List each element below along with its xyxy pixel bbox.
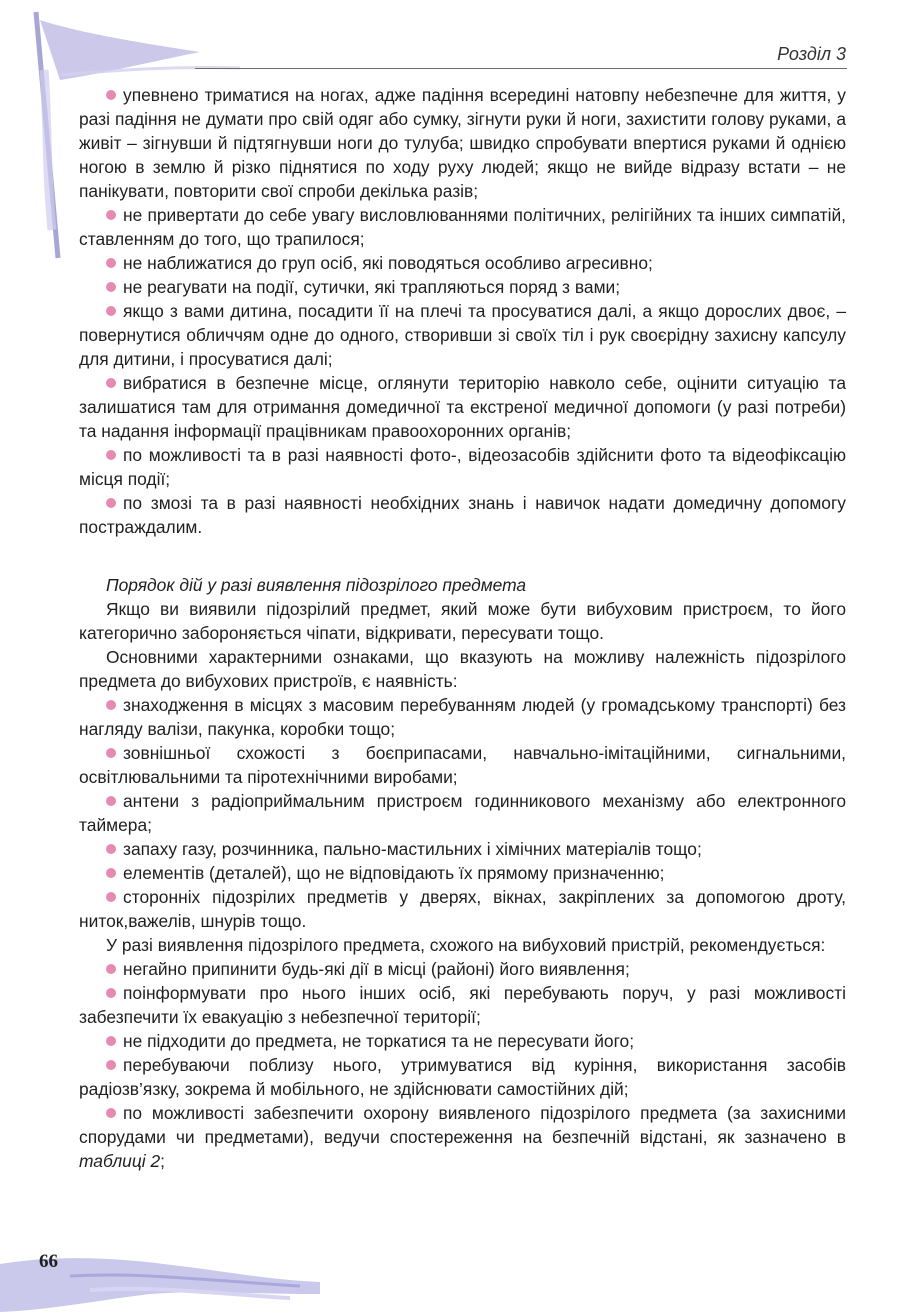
bullet-text: якщо з вами дитина, посадити її на плечі та просуватися далі, а якщо дорослих двоє, – повернутися обличчям одне до одного, створивши зі своїх тіл і рук своєрідну захисну капсулу для дитини, і просуватися далі; [79, 301, 846, 369]
bullet-item [79, 861, 846, 885]
bullet-text: знаходження в місцях з масовим перебуванням людей (у громадському транспорті) без нагляду валізи, пакунка, коробки тощо; [79, 695, 846, 739]
bullet-dot [106, 844, 116, 854]
bullet-item [79, 203, 846, 251]
header-rule [195, 68, 847, 69]
bullet-dot [106, 1108, 116, 1118]
bullet-text: негайно припинити будь-які дії в місці (районі) його виявлення; [123, 959, 630, 979]
bullet-item [79, 251, 846, 275]
bullet-item [79, 371, 846, 443]
bullet-text: по можливості та в разі наявності фото-, відеозасобів здійснити фото та відеофіксацію місця події; [79, 445, 846, 489]
bullet-dot [106, 306, 116, 316]
page-number: 66 [39, 1251, 58, 1272]
bullet-text: вибратися в безпечне місце, оглянути територію навколо себе, оцінити ситуацію та залишатися там для отримання домедичної та екстреної медичної допомоги (у разі потреби) та надання інформації працівникам правоохоронних органів; [79, 373, 846, 441]
bullet-text: антени з радіоприймальним пристроєм годинникового механізму або електронного таймера; [79, 791, 846, 835]
bullet-text: не реагувати на події, сутички, які трапляються поряд з вами; [123, 277, 621, 297]
bullet-item [79, 741, 846, 789]
list-b [79, 597, 846, 1101]
bullet-dot [106, 282, 116, 292]
bullet-dot [106, 258, 116, 268]
bullet-text: по можливості забезпечити охорону виявленого підозрілого предмета (за захисними спорудами чи предметами), ведучи спостереження на безпечній відстані, як зазначено в [79, 1103, 846, 1147]
bullet-dot [106, 1060, 116, 1070]
paragraph-text: Основними характерними ознаками, що вказують на можливу належність підозрілого предмета до вибухових пристроїв, є наявність: [79, 647, 846, 691]
bullet-item [79, 957, 846, 981]
bullet-item [79, 837, 846, 861]
bullet-text: по змозі та в разі наявності необхідних знань і навичок надати домедичну допомогу постраждалим. [79, 493, 846, 537]
bullet-item [79, 443, 846, 491]
bullet-dot [106, 700, 116, 710]
bullet-item [79, 693, 846, 741]
bullet-text: елементів (деталей), що не відповідають їх прямому призначенню; [123, 863, 665, 883]
bullet-text: зовнішньої схожості з боєприпасами, навчально-імітаційними, сигнальними, освітлювальними та піротехнічними виробами; [79, 743, 846, 787]
bullet-dot [106, 892, 116, 902]
bullet-text: перебуваючи поблизу нього, утримуватися від куріння, використання засобів радіозв’язку, зокрема й мобільного, не здійснювати самостійних дій; [79, 1055, 846, 1099]
section-gap [79, 539, 846, 573]
subheading: Порядок дій у разі виявлення підозрілого предмета [106, 575, 527, 595]
paragraph [79, 645, 846, 693]
bullet-text: сторонніх підозрілих предметів у дверях, вікнах, закріплених за допомогою дроту, ниток,важелів, шнурів тощо. [79, 887, 846, 931]
bullet-item [79, 981, 846, 1029]
bullet-text: не підходити до предмета, не торкатися та не пересувати його; [123, 1031, 635, 1051]
bullet-dot [106, 210, 116, 220]
bullet-item [79, 1053, 846, 1101]
bullet-dot [106, 964, 116, 974]
bullet-item [79, 275, 846, 299]
bullet-item-last [79, 1101, 846, 1173]
bullet-item [79, 83, 846, 203]
bullet-dot [106, 748, 116, 758]
bullet-dot [106, 988, 116, 998]
table-reference: таблиці 2 [79, 1151, 161, 1171]
bullet-tail: ; [160, 1151, 165, 1171]
bullet-text: не привертати до себе увагу висловлюваннями політичних, релігійних та інших симпатій, ставленням до того, що трапилося; [79, 205, 846, 249]
bullet-dot [106, 868, 116, 878]
paragraph-text: Якщо ви виявили підозрілий предмет, який може бути вибуховим пристроєм, то його категорично забороняється чіпати, відкривати, пересувати тощо. [79, 599, 846, 643]
bullet-dot [106, 1036, 116, 1046]
paragraph [79, 597, 846, 645]
page-content [79, 83, 846, 1173]
bullet-dot [106, 450, 116, 460]
bullet-dot [106, 498, 116, 508]
paragraph [79, 933, 846, 957]
section-label: Розділ 3 [777, 44, 846, 64]
bullet-item [79, 491, 846, 539]
bullet-text: упевнено триматися на ногах, адже падіння всередині натовпу небезпечне для життя, у разі падіння не думати про свій одяг або сумку, зігнути руки й ноги, захистити голову руками, а живіт – зігнувши й підтягнувши ноги до тулуба; швидко спробувати впертися руками й однією ногою в землю й різко піднятися по ходу руху людей; якщо не вийде відразу встати – не панікувати, повторити свої спроби декілька разів; [79, 85, 846, 201]
bullet-text: не наближатися до груп осіб, які поводяться особливо агресивно; [123, 253, 653, 273]
bullet-item [79, 299, 846, 371]
bullet-text: запаху газу, розчинника, пально-мастильних і хімічних матеріалів тощо; [123, 839, 702, 859]
bullet-item [79, 789, 846, 837]
bullet-dot [106, 378, 116, 388]
paragraph-text: У разі виявлення підозрілого предмета, схожого на вибуховий пристрій, рекомендується: [106, 935, 826, 955]
bullet-dot [106, 796, 116, 806]
bullet-item [79, 885, 846, 933]
bullet-dot [106, 90, 116, 100]
bullet-item [79, 1029, 846, 1053]
bullet-text: поінформувати про нього інших осіб, які перебувають поруч, у разі можливості забезпечити їх евакуацію з небезпечної території; [79, 983, 846, 1027]
list-a [79, 83, 846, 539]
